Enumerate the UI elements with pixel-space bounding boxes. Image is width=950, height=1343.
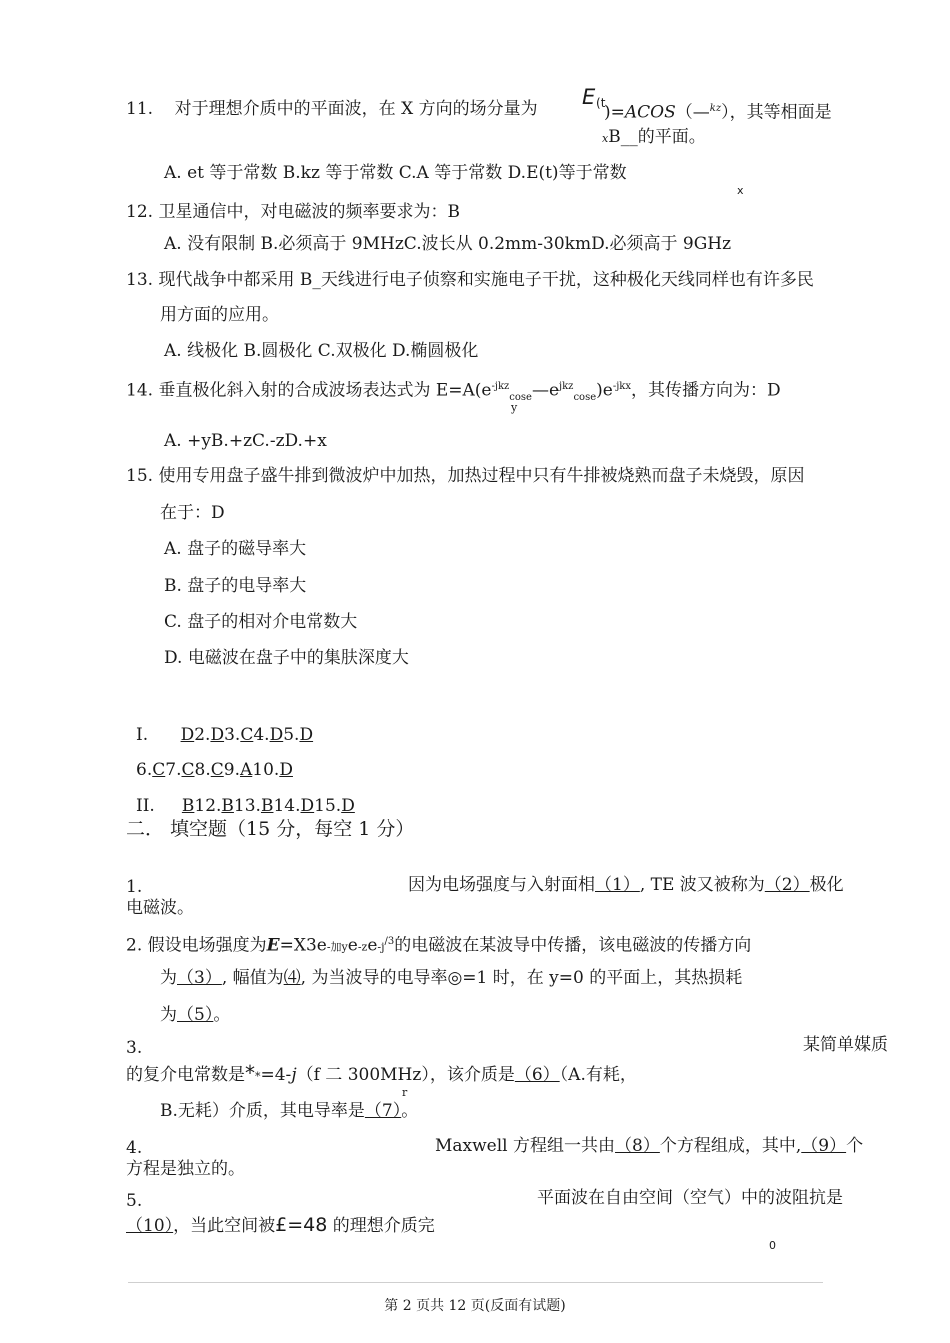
blank-6: （6） <box>514 1065 560 1085</box>
f3-line2: 的复介电常数是**=4-j（f 二 300MHz），该介质是（6）（A.有耗， <box>126 1061 637 1085</box>
q11-formula-paren: (t <box>596 96 606 110</box>
f4-number: 4. <box>126 1138 143 1158</box>
answers-row-1: I. D2.D3.C4.D5.D <box>136 725 314 745</box>
q15-stem-cont: 在于：D <box>160 503 225 523</box>
q15-stem: 15. 使用专用盘子盛牛排到微波炉中加热，加热过程中只有牛排被烧熟而盘子未烧毁，原因 <box>126 466 805 486</box>
f5-line2: （10），当此空间被£=48 的理想介质完 <box>126 1214 435 1236</box>
q14-options: A. +yB.+zC.-zD.+x <box>164 431 327 451</box>
blank-5: （5） <box>177 1005 214 1025</box>
answers-row-3: II. B12.B13.B14.D15.D <box>136 796 355 816</box>
answers-row-2: 6.C7.C8.C9.A10.D <box>136 760 293 780</box>
q11-number: 11. <box>126 99 154 119</box>
q12-options: A. 没有限制 B.必须高于 9MHzC.波长从 0.2mm-30kmD.必须高于 9GHz <box>164 234 732 254</box>
blank-7: （7） <box>364 1101 402 1121</box>
q15-option-c: C. 盘子的相对介电常数大 <box>164 612 358 632</box>
f3-right: 某简单媒质 <box>803 1035 888 1055</box>
q12-stem: 12. 卫星通信中，对电磁波的频率要求为：B <box>126 202 460 222</box>
f2-line3: 为（5）。 <box>160 1005 231 1025</box>
f1-number: 1. <box>126 877 143 897</box>
q11-stem: 对于理想介质中的平面波，在 X 方向的场分量为 <box>174 99 538 119</box>
q14-stem: 14. 垂直极化斜入射的合成波场表达式为 $E=A(e^{-jkz}_{cose}—e^{jkz}_{cose})e^{-jkx}$，其传播方向为：D <box>126 380 781 404</box>
q15-option-d: D. 电磁波在盘子中的集肤深度大 <box>164 648 409 668</box>
f1-line1: 因为电场强度与入射面相（1）, TE 波又被称为（2）极化 <box>408 875 844 895</box>
q11-formula-E: E <box>582 85 596 109</box>
stray-x-mark: x <box>737 184 744 197</box>
f2-line2: 为（3）, 幅值为⑷, 为当波导的电导率◎=1 时，在 y=0 的平面上，其热损耗 <box>160 968 743 988</box>
blank-9: （9） <box>801 1136 847 1156</box>
f3-number: 3. <box>126 1038 143 1058</box>
page-footer: 第 2 页共 12 页(反面有试题) <box>384 1298 566 1314</box>
q11-formula-rest: )=ACOS（—$^{kz}$），其等相面是 <box>604 102 832 123</box>
f1-line2: 电磁波。 <box>126 898 194 918</box>
f4-line1: Maxwell 方程组一共由（8）个方程组成，其中,（9）个 <box>435 1136 864 1156</box>
q15-option-b: B. 盘子的电导率大 <box>164 576 307 596</box>
q14-sub-y: y <box>511 401 518 414</box>
f3-line3: B.无耗）介质，其电导率是（7）。 <box>160 1101 419 1121</box>
q13-stem-cont: 用方面的应用。 <box>160 305 279 325</box>
q15-option-a: A. 盘子的磁导率大 <box>164 539 307 559</box>
blank-1: （1） <box>595 875 640 895</box>
f5-number: 5. <box>126 1191 143 1211</box>
f5-sub-zero: 0 <box>769 1239 776 1252</box>
blank-8: （8） <box>615 1136 660 1156</box>
q11-options: A. et 等于常数 B.kz 等于常数 C.A 等于常数 D.E(t)等于常数 <box>164 163 627 183</box>
blank-3: （3） <box>177 968 222 988</box>
f2-line1: 2. 假设电场强度为E=X3e-加$ye-ze-j^{/3}$的电磁波在某波导中传播，该电磁波的传播方向 <box>126 935 752 956</box>
q13-options: A. 线极化 B.圆极化 C.双极化 D.椭圆极化 <box>164 341 479 361</box>
f3-sub-r: r <box>402 1086 408 1099</box>
section-2-title: 二． 填空题（15 分，每空 1 分） <box>126 818 415 840</box>
blank-4: ⑷ <box>283 968 301 988</box>
footer-divider <box>128 1282 823 1283</box>
q11-line2: xB__的平面。 <box>602 127 706 147</box>
f4-line2: 方程是独立的。 <box>126 1159 245 1179</box>
f5-right: 平面波在自由空间（空气）中的波阻抗是 <box>537 1188 843 1208</box>
q11-line1 <box>126 98 538 120</box>
blank-2: （2） <box>764 875 810 895</box>
blank-10: （10） <box>126 1216 174 1236</box>
q13-stem: 13. 现代战争中都采用 B_天线进行电子侦察和实施电子干扰，这种极化天线同样也有许多民 <box>126 270 814 290</box>
